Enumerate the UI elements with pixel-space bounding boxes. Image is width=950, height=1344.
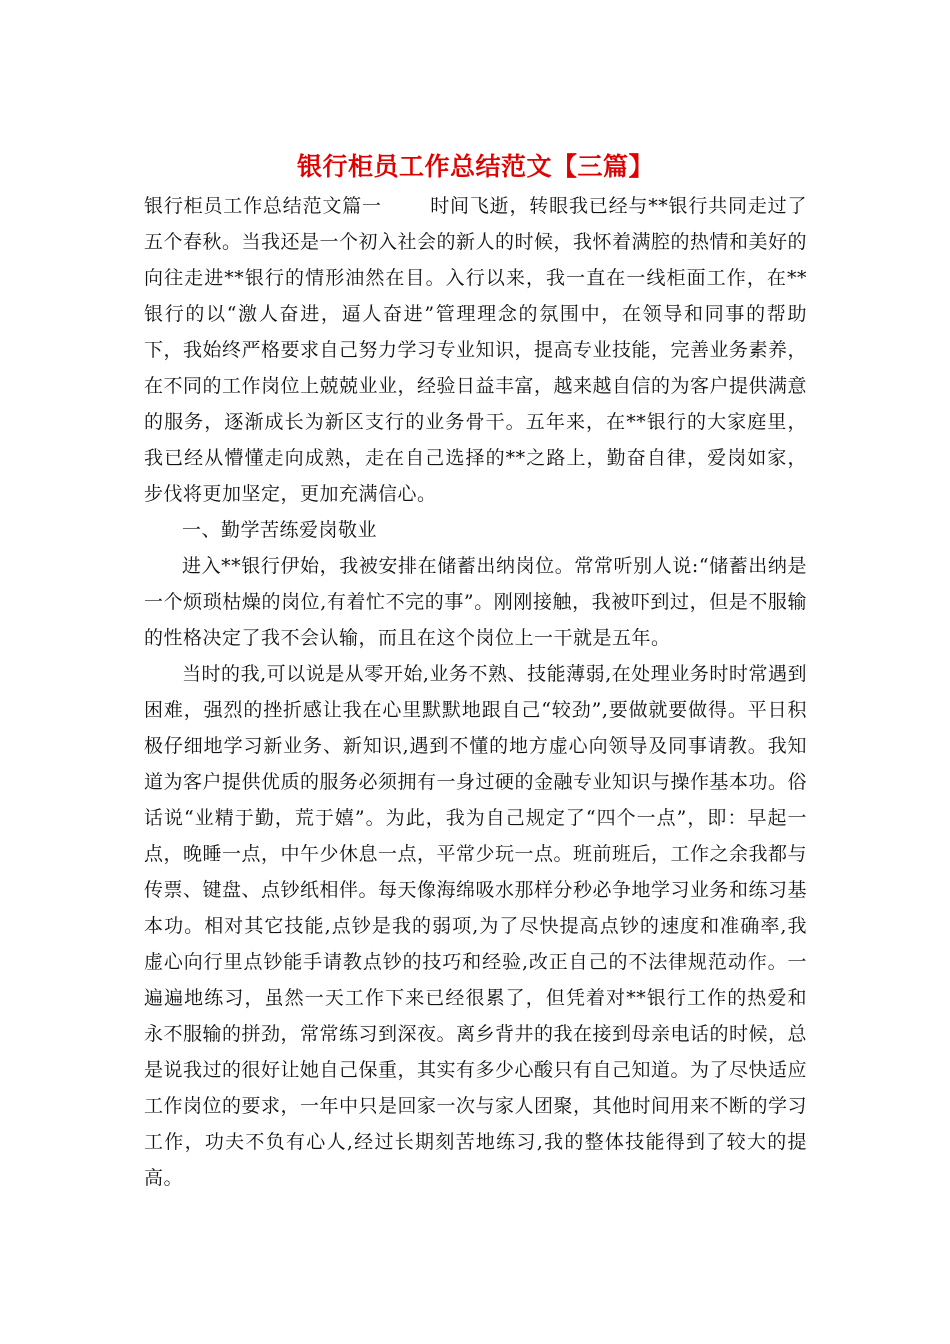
paragraph-2: 进入**银行伊始，我被安排在储蓄出纳岗位。常常听别人说:“储蓄出纳是一个烦琐枯燥的岗位,有着忙不完的事”。刚刚接触，我被吓到过，但是不服输的性格决定了我不会认输，而且在这个岗位上一干就是五年。 xyxy=(144,555,807,649)
section-heading: 一、勤学苦练爱岗敬业 xyxy=(182,519,378,541)
document-body xyxy=(144,150,807,1196)
intro-label: 银行柜员工作总结范文篇一 xyxy=(144,195,382,217)
document-title: 银行柜员工作总结范文【三篇】 xyxy=(296,152,654,181)
paragraph-3: 当时的我,可以说是从零开始,业务不熟、技能薄弱,在处理业务时时常遇到困难，强烈的挫折感让我在心里默默地跟自己“较劲”,要做就要做得。平日积极仔细地学习新业务、新知识,遇到不懂的地方虚心向领导及同事请教。我知道为客户提供优质的服务必须拥有一身过硬的金融专业知识与操作基本功。俗话说“业精于勤，荒于嬉”。为此，我为自己规定了“四个一点”，即：早起一点，晚睡一点，中午少休息一点，平常少玩一点。班前班后，工作之余我都与传票、键盘、点钞纸相伴。每天像海绵吸水那样分秒必争地学习业务和练习基本功。相对其它技能,点钞是我的弱项,为了尽快提高点钞的速度和准确率,我虚心向行里点钞能手请教点钞的技巧和经验,改正自己的不法律规范动作。一遍遍地练习，虽然一天工作下来已经很累了，但凭着对**银行工作的热爱和永不服输的拼劲，常常练习到深夜。离乡背井的我在接到母亲电话的时候，总是说我过的很好让她自己保重，其实有多少心酸只有自己知道。为了尽快适应工作岗位的要求，一年中只是回家一次与家人团聚，其他时间用来不断的学习工作，功夫不负有心人,经过长期刻苦地练习,我的整体技能得到了较大的提高。 xyxy=(144,663,808,1189)
intro-text: 时间飞逝，转眼我已经与**银行共同走过了五个春秋。当我还是一个初入社会的新人的时候，我怀着满腔的热情和美好的向往走进**银行的情形油然在目。入行以来，我一直在一线柜面工作，在**银行的以“激人奋进，逼人奋进”管理理念的氛围中，在领导和同事的帮助下，我始终严格要求自己努力学习专业知识，提高专业技能，完善业务素养，在不同的工作岗位上兢兢业业，经验日益丰富，越来越自信的为客户提供满意的服务，逐渐成长为新区支行的业务骨干。五年来，在**银行的大家庭里，我已经从懵懂走向成熟，走在自己选择的**之路上，勤奋自律，爱岗如家，步伐将更加坚定，更加充满信心。 xyxy=(144,195,808,505)
intro-paragraph xyxy=(144,188,807,512)
